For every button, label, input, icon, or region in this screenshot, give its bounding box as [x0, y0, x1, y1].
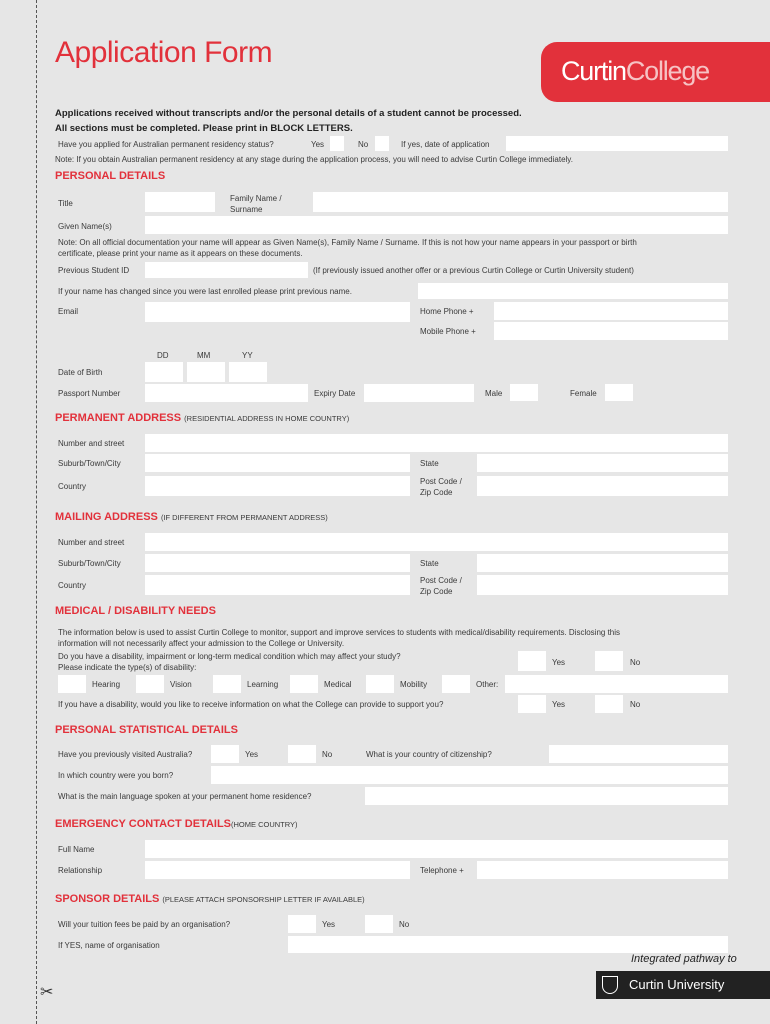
vision-label: Vision: [170, 680, 192, 689]
support-no-label: No: [630, 700, 641, 709]
visited-yes-label: Yes: [245, 750, 259, 759]
mm-label: MM: [197, 351, 211, 360]
support-yes-label: Yes: [552, 700, 566, 709]
sponsor-sub: (PLEASE ATTACH SPONSORSHIP LETTER IF AVAILABLE): [162, 895, 365, 904]
hearing-checkbox[interactable]: [58, 675, 86, 693]
female-label: Female: [570, 389, 597, 398]
other-checkbox[interactable]: [442, 675, 470, 693]
perm-country-field[interactable]: [145, 476, 410, 496]
personal-details-heading: PERSONAL DETAILS: [55, 170, 166, 182]
perm-postcode-field[interactable]: [477, 476, 728, 496]
statistical-heading: PERSONAL STATISTICAL DETAILS: [55, 724, 238, 736]
yy-label: YY: [242, 351, 253, 360]
page-title: Application Form: [55, 36, 273, 69]
mail-postcode-label-1: Post Code /: [420, 576, 462, 585]
name-changed-label: If your name has changed since you were last enrolled please print previous name.: [58, 287, 352, 296]
full-name-label: Full Name: [58, 845, 95, 854]
perm-state-field[interactable]: [477, 454, 728, 472]
visited-yes-checkbox[interactable]: [211, 745, 239, 763]
mail-country-label: Country: [58, 581, 87, 590]
disability-no-label: No: [630, 658, 641, 667]
expiry-field[interactable]: [364, 384, 474, 402]
pr-yes-checkbox[interactable]: [330, 136, 344, 151]
emergency-telephone-field[interactable]: [477, 861, 728, 879]
mail-state-label: State: [420, 559, 439, 568]
male-checkbox[interactable]: [510, 384, 538, 401]
family-name-label: Family Name /: [230, 194, 282, 203]
disability-no-checkbox[interactable]: [595, 651, 623, 671]
perm-suburb-field[interactable]: [145, 454, 410, 472]
support-yes-checkbox[interactable]: [518, 695, 546, 713]
pathway-text: Integrated pathway to: [631, 953, 737, 965]
home-phone-field[interactable]: [494, 302, 728, 320]
medical-heading: MEDICAL / DISABILITY NEEDS: [55, 605, 216, 617]
perm-street-label: Number and street: [58, 439, 125, 448]
medical-info-2: information will not necessarily affect your admission to the College or University.: [58, 639, 345, 648]
organisation-label: If YES, name of organisation: [58, 941, 160, 950]
name-note-2: certificate, please print your name as it appears on these documents.: [58, 249, 303, 258]
scissors-icon: ✂: [40, 984, 54, 1001]
passport-label: Passport Number: [58, 389, 121, 398]
medical-q1a: Do you have a disability, impairment or long-term medical condition which may affect your study?: [58, 652, 401, 661]
perm-postcode-label-1: Post Code /: [420, 477, 462, 486]
pr-date-label: If yes, date of application: [401, 140, 490, 149]
relationship-label: Relationship: [58, 866, 103, 875]
pr-note: Note: If you obtain Australian permanent residency at any stage during the application process, you will need to advise Curtin College immediately.: [55, 155, 573, 164]
crest-icon: [602, 976, 618, 994]
perm-street-field[interactable]: [145, 434, 728, 452]
vision-checkbox[interactable]: [136, 675, 164, 693]
citizenship-label: What is your country of citizenship?: [366, 750, 492, 759]
permanent-address-heading: PERMANENT ADDRESS (RESIDENTIAL ADDRESS IN HOME COUNTRY): [55, 412, 350, 424]
emergency-full-name-field[interactable]: [145, 840, 728, 858]
visited-no-checkbox[interactable]: [288, 745, 316, 763]
learning-checkbox[interactable]: [213, 675, 241, 693]
mail-suburb-field[interactable]: [145, 554, 410, 572]
organisation-field[interactable]: [288, 936, 728, 953]
logo-part1: Curtin: [561, 56, 626, 86]
emergency-sub: (HOME COUNTRY): [231, 820, 298, 829]
sponsor-no-checkbox[interactable]: [365, 915, 393, 933]
medical-checkbox[interactable]: [290, 675, 318, 693]
sponsor-no-label: No: [399, 920, 410, 929]
previous-id-field[interactable]: [145, 262, 308, 278]
name-note-1: Note: On all official documentation your name will appear as Given Name(s), Family Name / Surname. If this is not how your name appears in your passport or birth: [58, 238, 637, 247]
given-name-field[interactable]: [145, 216, 728, 234]
mobility-checkbox[interactable]: [366, 675, 394, 693]
given-name-label: Given Name(s): [58, 222, 112, 231]
visited-no-label: No: [322, 750, 333, 759]
mail-street-label: Number and street: [58, 538, 125, 547]
learning-label: Learning: [247, 680, 279, 689]
sponsor-yes-label: Yes: [322, 920, 336, 929]
emergency-heading: EMERGENCY CONTACT DETAILS(HOME COUNTRY): [55, 818, 298, 830]
permanent-address-sub: (RESIDENTIAL ADDRESS IN HOME COUNTRY): [184, 414, 350, 423]
mail-postcode-label-2: Zip Code: [420, 587, 453, 596]
perforation-line: [36, 0, 37, 1024]
male-label: Male: [485, 389, 503, 398]
dob-month-field[interactable]: [187, 362, 225, 382]
dob-year-field[interactable]: [229, 362, 267, 382]
mailing-address-sub: (IF DIFFERENT FROM PERMANENT ADDRESS): [160, 513, 328, 522]
female-checkbox[interactable]: [605, 384, 633, 401]
born-label: In which country were you born?: [58, 771, 174, 780]
email-label: Email: [58, 307, 79, 316]
visited-label: Have you previously visited Australia?: [58, 750, 193, 759]
sponsor-heading: SPONSOR DETAILS (PLEASE ATTACH SPONSORSHIP LETTER IF AVAILABLE): [55, 893, 365, 905]
medical-q2: If you have a disability, would you like to receive information on what the College can provide to support you?: [58, 700, 444, 709]
language-field[interactable]: [365, 787, 728, 805]
support-no-checkbox[interactable]: [595, 695, 623, 713]
pr-question: Have you applied for Australian permanent residency status?: [58, 140, 274, 149]
pr-no-label: No: [358, 140, 369, 149]
sponsor-question: Will your tuition fees be paid by an organisation?: [58, 920, 231, 929]
other-label: Other:: [476, 680, 499, 689]
passport-field[interactable]: [145, 384, 308, 402]
medical-info-1: The information below is used to assist Curtin College to monitor, support and improve services to students with medical/disability requirements. Disclosing this: [58, 628, 621, 637]
sponsor-yes-checkbox[interactable]: [288, 915, 316, 933]
pr-yes-label: Yes: [311, 140, 325, 149]
language-label: What is the main language spoken at your permanent home residence?: [58, 792, 312, 801]
hearing-label: Hearing: [92, 680, 121, 689]
logo-part2: College: [625, 56, 709, 86]
previous-id-note: (If previously issued another offer or a previous Curtin College or Curtin University student): [313, 266, 634, 275]
mail-postcode-field[interactable]: [477, 575, 728, 595]
title-label: Title: [58, 199, 73, 208]
family-name-field[interactable]: [313, 192, 728, 212]
citizenship-field[interactable]: [549, 745, 728, 763]
medical-q1b: Please indicate the type(s) of disability:: [58, 663, 197, 672]
other-field[interactable]: [505, 675, 728, 693]
relationship-field[interactable]: [145, 861, 410, 879]
pr-no-checkbox[interactable]: [375, 136, 389, 151]
intro-line-1: Applications received without transcripts and/or the personal details of a student cannot be processed.: [55, 108, 522, 119]
university-name: Curtin University: [629, 977, 725, 992]
title-field[interactable]: [145, 192, 215, 212]
disability-yes-label: Yes: [552, 658, 566, 667]
medical-label: Medical: [324, 680, 352, 689]
curtin-college-logo: [541, 42, 770, 102]
previous-name-field[interactable]: [418, 283, 728, 299]
curtin-university-logo: [596, 971, 770, 999]
born-field[interactable]: [211, 766, 728, 784]
perm-postcode-label-2: Zip Code: [420, 488, 453, 497]
mail-suburb-label: Suburb/Town/City: [58, 559, 121, 568]
surname-label: Surname: [230, 205, 263, 214]
intro-line-2: All sections must be completed. Please print in BLOCK LETTERS.: [55, 123, 353, 134]
dob-day-field[interactable]: [145, 362, 183, 382]
perm-suburb-label: Suburb/Town/City: [58, 459, 121, 468]
telephone-label: Telephone +: [420, 866, 464, 875]
perm-country-label: Country: [58, 482, 87, 491]
previous-id-label: Previous Student ID: [58, 266, 130, 275]
email-field[interactable]: [145, 302, 410, 322]
dob-label: Date of Birth: [58, 368, 103, 377]
mail-state-field[interactable]: [477, 554, 728, 572]
mobility-label: Mobility: [400, 680, 428, 689]
mobile-phone-field[interactable]: [494, 322, 728, 340]
home-phone-label: Home Phone +: [420, 307, 474, 316]
mobile-phone-label: Mobile Phone +: [420, 327, 476, 336]
mail-country-field[interactable]: [145, 575, 410, 595]
perm-state-label: State: [420, 459, 439, 468]
expiry-label: Expiry Date: [314, 389, 356, 398]
mail-street-field[interactable]: [145, 533, 728, 551]
dd-label: DD: [157, 351, 169, 360]
disability-yes-checkbox[interactable]: [518, 651, 546, 671]
pr-date-field[interactable]: [506, 136, 728, 151]
mailing-address-heading: MAILING ADDRESS (IF DIFFERENT FROM PERMANENT ADDRESS): [55, 511, 328, 523]
